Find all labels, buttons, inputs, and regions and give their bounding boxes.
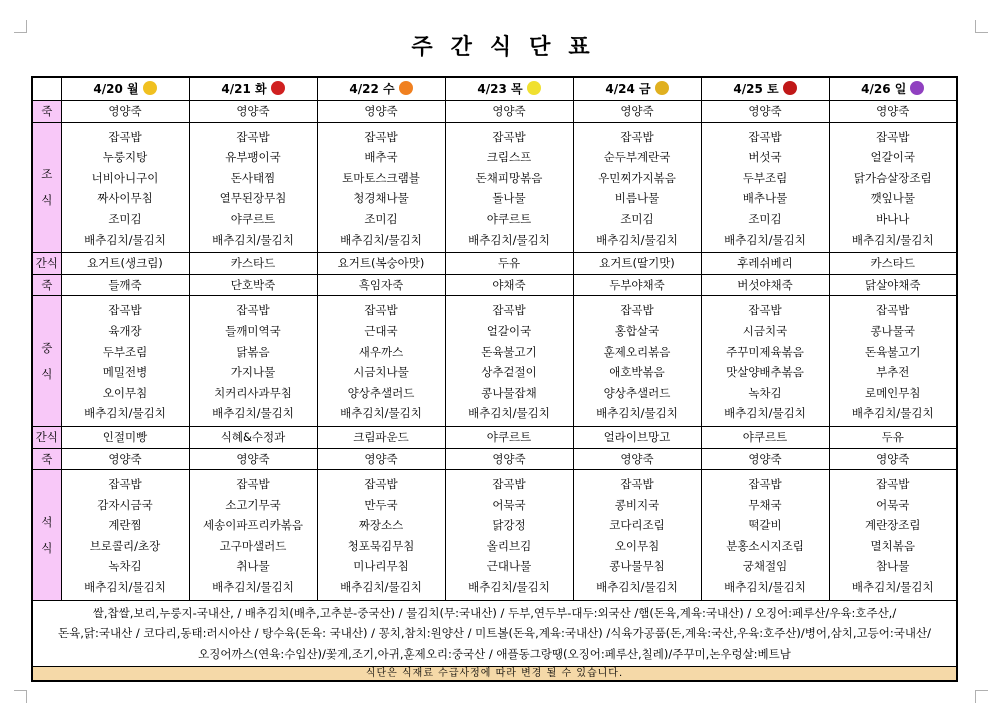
afternoon-snack-row-cell: 야쿠르트	[701, 426, 829, 448]
morning-snack-row-cell: 카스타드	[829, 253, 957, 275]
menu-item: 잡곡밥	[876, 303, 910, 318]
lunch-porridge-row-cell: 단호박죽	[189, 274, 317, 296]
menu-item: 배추김치/물김치	[596, 232, 678, 247]
menu-item: 크림스프	[486, 150, 532, 165]
cherry-icon	[271, 81, 285, 95]
dinner-row	[32, 470, 957, 601]
menu-item: 배추김치/물김치	[212, 232, 294, 247]
lunch-row-label	[32, 296, 61, 427]
menu-item: 코다리조림	[609, 518, 665, 533]
dinner-porridge-row-cell: 영양죽	[829, 448, 957, 470]
menu-item: 녹차김	[108, 559, 142, 574]
morning-snack-row	[32, 253, 957, 275]
morning-snack-row-cell: 카스타드	[189, 253, 317, 275]
dinner-porridge-row-cell: 영양죽	[573, 448, 701, 470]
menu-item: 배추김치/물김치	[851, 406, 934, 421]
afternoon-snack-row-cell: 식혜&수정과	[189, 426, 317, 448]
menu-item: 잡곡밥	[236, 303, 270, 318]
menu-item: 야쿠르트	[230, 211, 276, 226]
grape-icon	[910, 81, 924, 95]
breakfast-row-label-char: 조	[41, 167, 53, 182]
menu-item: 배추국	[364, 150, 398, 165]
afternoon-snack-row-label: 간식	[32, 426, 61, 448]
menu-item: 돌나물	[492, 191, 526, 206]
menu-item: 버섯국	[748, 150, 782, 165]
day-label: 4/24 금	[605, 81, 651, 96]
menu-item: 취나물	[236, 559, 270, 574]
lunch-row	[32, 296, 957, 427]
pineapple-icon	[655, 81, 669, 95]
day-header	[445, 77, 573, 101]
lunch-row-cell	[61, 296, 189, 427]
morning-snack-row-cell: 요거트(딸기맛)	[573, 253, 701, 275]
breakfast-row-cell	[189, 122, 317, 253]
day-label: 4/25 토	[733, 81, 779, 96]
menu-item: 애호박볶음	[609, 365, 665, 380]
menu-item: 미나리무침	[353, 559, 409, 574]
header-corner	[32, 77, 61, 101]
menu-item: 가지나물	[230, 365, 276, 380]
menu-item: 우민찌가지볶음	[598, 170, 676, 185]
day-header	[317, 77, 445, 101]
breakfast-row-cell	[829, 122, 957, 253]
day-label: 4/22 수	[349, 81, 395, 96]
breakfast-row-label	[32, 122, 61, 253]
menu-item: 잡곡밥	[748, 303, 782, 318]
menu-item: 바나나	[876, 211, 910, 226]
page-title: 주간식단표	[411, 35, 608, 60]
menu-item: 상추겉절이	[481, 365, 537, 380]
menu-item: 비름나물	[614, 191, 660, 206]
lunch-porridge-row	[32, 274, 957, 296]
menu-item: 로메인무침	[864, 385, 921, 400]
dinner-row-cell	[317, 470, 445, 601]
menu-item: 오이무침	[102, 385, 148, 400]
breakfast-row-cell	[445, 122, 573, 253]
orange-icon	[399, 81, 413, 95]
menu-item: 맛살양배추볶음	[726, 365, 804, 380]
breakfast-row-cell	[61, 122, 189, 253]
day-header	[829, 77, 957, 101]
menu-item: 올리브김	[486, 538, 532, 553]
menu-item: 콩나물잡채	[481, 385, 537, 400]
afternoon-snack-row	[32, 426, 957, 448]
menu-item: 배추김치/물김치	[724, 232, 806, 247]
menu-item: 잡곡밥	[620, 477, 654, 492]
menu-item: 배추김치/물김치	[851, 232, 934, 247]
lunch-row-label-char: 중	[41, 341, 53, 356]
menu-item: 돈사태찜	[230, 170, 276, 185]
menu-item: 시금치나물	[353, 365, 409, 380]
breakfast-porridge-row-cell: 영양죽	[701, 101, 829, 123]
menu-item: 배추나물	[742, 191, 788, 206]
weekly-menu-table	[31, 76, 958, 682]
breakfast-row-label-char: 식	[41, 193, 53, 208]
lunch-row-cell	[445, 296, 573, 427]
afternoon-snack-row-cell: 얼라이브망고	[573, 426, 701, 448]
menu-item: 잡곡밥	[236, 129, 270, 144]
menu-item: 잡곡밥	[492, 477, 526, 492]
morning-snack-row-cell: 요거트(복숭아맛)	[317, 253, 445, 275]
afternoon-snack-row-cell: 야쿠르트	[445, 426, 573, 448]
menu-item: 조미김	[108, 211, 142, 226]
corner-mark-bottom-right	[975, 690, 988, 703]
breakfast-row-cell	[701, 122, 829, 253]
menu-item: 떡갈비	[748, 518, 782, 533]
menu-item: 두부조림	[742, 170, 788, 185]
menu-item: 브로콜리/초장	[89, 538, 161, 553]
day-label: 4/20 월	[93, 81, 139, 96]
menu-item: 콩나물국	[870, 323, 915, 338]
menu-item: 배추김치/물김치	[340, 406, 422, 421]
menu-item: 배추김치/물김치	[468, 232, 550, 247]
dinner-row-label-char: 석	[41, 514, 53, 529]
origin-line: 돈육,닭:국내산 / 코다리,동태:러시아산 / 탕수육(돈육: 국내산) / 꽁치,참치:원양산 / 미트볼(돈육,계육:국내산) /식육가공품(돈,계육:국산,우육:호주산)/병어,삼치,고등어:국내산/	[58, 626, 931, 641]
morning-snack-row-label: 간식	[32, 253, 61, 275]
menu-item: 배추김치/물김치	[468, 406, 550, 421]
menu-item: 참나물	[876, 559, 910, 574]
day-header	[61, 77, 189, 101]
menu-item: 닭볶음	[236, 344, 270, 359]
menu-item: 잡곡밥	[620, 129, 654, 144]
dinner-row-label	[32, 470, 61, 601]
banana-icon	[143, 81, 157, 95]
menu-item: 고구마샐러드	[219, 538, 287, 553]
menu-item: 배추김치/물김치	[724, 580, 806, 595]
menu-item: 얼갈이국	[486, 323, 532, 338]
corner-mark-bottom-left	[14, 690, 27, 703]
menu-item: 배추김치/물김치	[84, 580, 166, 595]
menu-item: 잡곡밥	[876, 477, 910, 492]
menu-item: 돈채피망볶음	[475, 170, 543, 185]
menu-item: 잡곡밥	[748, 129, 782, 144]
menu-item: 무채국	[748, 497, 782, 512]
menu-item: 잡곡밥	[492, 303, 526, 318]
menu-item: 콩나물무침	[609, 559, 665, 574]
lunch-row-cell	[829, 296, 957, 427]
menu-item: 조미김	[364, 211, 398, 226]
lunch-porridge-row-label: 죽	[32, 274, 61, 296]
menu-item: 배추김치/물김치	[851, 580, 934, 595]
day-header	[701, 77, 829, 101]
breakfast-porridge-row-cell: 영양죽	[61, 101, 189, 123]
day-label: 4/23 목	[477, 81, 523, 96]
menu-item: 어묵국	[876, 497, 910, 512]
menu-item: 조미김	[620, 211, 654, 226]
breakfast-porridge-row-cell: 영양죽	[573, 101, 701, 123]
dinner-porridge-row-cell: 영양죽	[189, 448, 317, 470]
lunch-porridge-row-cell: 두부야채죽	[573, 274, 701, 296]
change-notice: 식단은 식재료 수급사정에 따라 변경 될 수 있습니다.	[32, 667, 957, 682]
lemon-icon	[527, 81, 541, 95]
lunch-porridge-row-cell: 흑임자죽	[317, 274, 445, 296]
menu-item: 야쿠르트	[486, 211, 532, 226]
origin-line: 쌀,찹쌀,보리,누룽지-국내산, / 배추김치(배추,고추분-중국산) / 물김치(무:국내산) / 두부,연두부-대두:외국산 /햄(돈육,계육:국내산) / 오징어:페루산/우육:호주산,/	[92, 605, 897, 620]
menu-item: 닭가슴살장조림	[853, 170, 932, 185]
menu-item: 궁채절임	[742, 559, 788, 574]
lunch-row-cell	[317, 296, 445, 427]
menu-item: 얼갈이국	[870, 150, 915, 165]
dinner-row-cell	[445, 470, 573, 601]
menu-item: 계란장조림	[864, 518, 921, 533]
menu-item: 메밀전병	[102, 365, 148, 380]
menu-item: 청포묵김무침	[347, 538, 415, 553]
breakfast-porridge-row-cell: 영양죽	[829, 101, 957, 123]
menu-item: 들깨미역국	[225, 323, 281, 338]
dinner-row-cell	[573, 470, 701, 601]
menu-item: 치커리사과무침	[214, 385, 292, 400]
dinner-row-cell	[829, 470, 957, 601]
menu-item: 소고기무국	[225, 497, 281, 512]
menu-item: 짜장소스	[358, 518, 404, 533]
menu-item: 배추김치/물김치	[84, 232, 166, 247]
menu-item: 조미김	[748, 211, 782, 226]
lunch-porridge-row-cell: 버섯야채죽	[701, 274, 829, 296]
menu-item: 배추김치/물김치	[596, 580, 678, 595]
lunch-row-cell	[701, 296, 829, 427]
menu-item: 어묵국	[492, 497, 526, 512]
dinner-row-cell	[189, 470, 317, 601]
menu-item: 배추김치/물김치	[340, 232, 422, 247]
menu-item: 너비아니구이	[91, 170, 159, 185]
menu-item: 부추전	[876, 365, 910, 380]
breakfast-porridge-row	[32, 101, 957, 123]
menu-item: 배추김치/물김치	[596, 406, 678, 421]
menu-item: 양상추샐러드	[603, 385, 671, 400]
menu-item: 순두부계란국	[603, 150, 671, 165]
menu-item: 돈육불고기	[864, 344, 921, 359]
menu-item: 훈제오리볶음	[603, 344, 671, 359]
lunch-porridge-row-cell: 야채죽	[445, 274, 573, 296]
morning-snack-row-cell: 후레쉬베리	[701, 253, 829, 275]
menu-item: 근대나물	[486, 559, 532, 574]
menu-item: 잡곡밥	[364, 129, 398, 144]
lunch-porridge-row-cell: 닭살야채죽	[829, 274, 957, 296]
menu-item: 청경채나물	[353, 191, 409, 206]
origin-info	[32, 600, 957, 667]
menu-item: 잡곡밥	[620, 303, 654, 318]
dinner-row-label-char: 식	[41, 540, 53, 555]
breakfast-row-cell	[573, 122, 701, 253]
lunch-row-label-char: 식	[41, 367, 53, 382]
afternoon-snack-row-cell: 두유	[829, 426, 957, 448]
breakfast-porridge-row-cell: 영양죽	[317, 101, 445, 123]
menu-item: 멸치볶음	[870, 538, 915, 553]
menu-item: 계란찜	[108, 518, 142, 533]
menu-item: 짜사이무침	[97, 191, 153, 206]
menu-item: 유부팽이국	[225, 150, 281, 165]
menu-item: 콩비지국	[614, 497, 660, 512]
menu-item: 양상추샐러드	[347, 385, 415, 400]
menu-item: 닭강정	[492, 518, 526, 533]
menu-item: 새우까스	[358, 344, 404, 359]
breakfast-porridge-row-cell: 영양죽	[445, 101, 573, 123]
menu-item: 토마토스크램블	[342, 170, 420, 185]
day-header	[573, 77, 701, 101]
dinner-porridge-row-cell: 영양죽	[445, 448, 573, 470]
dinner-row-cell	[61, 470, 189, 601]
menu-item: 잡곡밥	[108, 303, 142, 318]
menu-item: 배추김치/물김치	[84, 406, 166, 421]
dinner-porridge-row-cell: 영양죽	[701, 448, 829, 470]
breakfast-porridge-row-label: 죽	[32, 101, 61, 123]
dinner-porridge-row	[32, 448, 957, 470]
menu-item: 두부조림	[102, 344, 148, 359]
lunch-row-cell	[189, 296, 317, 427]
afternoon-snack-row-cell: 인절미빵	[61, 426, 189, 448]
menu-item: 분홍소시지조림	[726, 538, 804, 553]
menu-item: 깻잎나물	[870, 191, 915, 206]
menu-item: 배추김치/물김치	[724, 406, 806, 421]
dinner-porridge-row-cell: 영양죽	[317, 448, 445, 470]
menu-item: 시금치국	[742, 323, 788, 338]
menu-item: 배추김치/물김치	[468, 580, 550, 595]
menu-item: 잡곡밥	[492, 129, 526, 144]
menu-item: 오이무침	[614, 538, 660, 553]
menu-item: 육개장	[108, 323, 142, 338]
lunch-row-cell	[573, 296, 701, 427]
menu-item: 감자시금국	[97, 497, 153, 512]
morning-snack-row-cell: 두유	[445, 253, 573, 275]
menu-item: 잡곡밥	[236, 477, 270, 492]
day-label: 4/26 일	[861, 81, 907, 96]
menu-item: 잡곡밥	[108, 477, 142, 492]
menu-item: 잡곡밥	[876, 129, 910, 144]
day-header	[189, 77, 317, 101]
menu-item: 잡곡밥	[108, 129, 142, 144]
menu-item: 녹차김	[748, 385, 782, 400]
afternoon-snack-row-cell: 크림파운드	[317, 426, 445, 448]
lunch-porridge-row-cell: 들깨죽	[61, 274, 189, 296]
menu-item: 배추김치/물김치	[212, 580, 294, 595]
breakfast-row	[32, 122, 957, 253]
apple-icon	[783, 81, 797, 95]
day-label: 4/21 화	[221, 81, 267, 96]
menu-item: 열무된장무침	[219, 191, 287, 206]
menu-item: 잡곡밥	[364, 477, 398, 492]
menu-item: 누룽지탕	[102, 150, 148, 165]
menu-item: 배추김치/물김치	[212, 406, 294, 421]
morning-snack-row-cell: 요거트(생크림)	[61, 253, 189, 275]
menu-item: 잡곡밥	[748, 477, 782, 492]
origin-line: 오징어까스(연육:수입산)/꽃게,조기,아귀,훈제오리:중국산 / 애플동그랑땡(오징어:페루산,칠레)/주꾸미,논우렁살:베트남	[198, 646, 791, 661]
dinner-porridge-row-label: 죽	[32, 448, 61, 470]
breakfast-porridge-row-cell: 영양죽	[189, 101, 317, 123]
menu-item: 홍합살국	[614, 323, 660, 338]
dinner-row-cell	[701, 470, 829, 601]
day-header-row	[32, 77, 957, 101]
menu-item: 세송이파프리카볶음	[203, 518, 303, 533]
menu-item: 주꾸미제육볶음	[726, 344, 804, 359]
menu-item: 돈육불고기	[481, 344, 537, 359]
breakfast-row-cell	[317, 122, 445, 253]
menu-item: 배추김치/물김치	[340, 580, 422, 595]
origin-info-row	[32, 600, 957, 667]
menu-item: 잡곡밥	[364, 303, 398, 318]
menu-item: 만두국	[364, 497, 398, 512]
notice-row	[32, 667, 957, 682]
menu-item: 근대국	[364, 323, 398, 338]
dinner-porridge-row-cell: 영양죽	[61, 448, 189, 470]
